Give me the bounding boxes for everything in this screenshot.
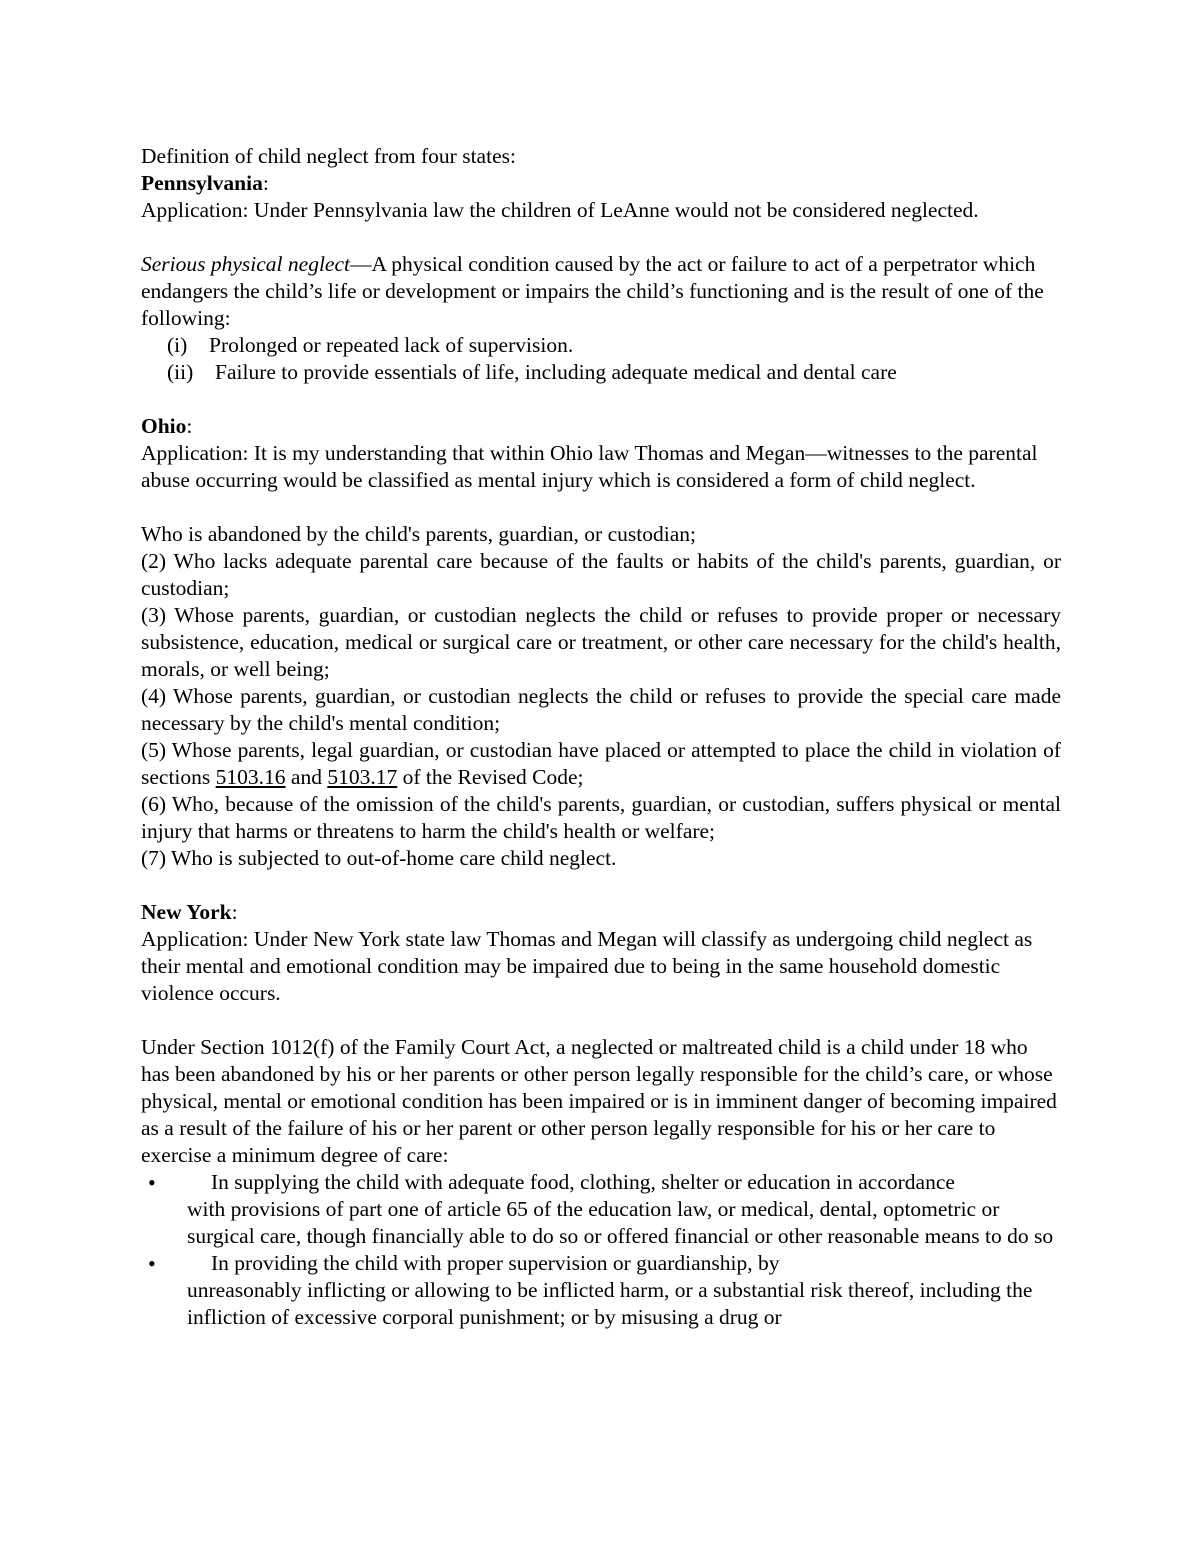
section-link-5103-16[interactable]: 5103.16 xyxy=(215,765,286,789)
bullet-icon: • xyxy=(148,1251,156,1276)
list-item: (2) Who lacks adequate parental care because of the faults or habits of the child's parents, guardian, or custodian; xyxy=(141,549,1061,600)
document-body xyxy=(141,143,1061,1331)
list-item: (4) Whose parents, guardian, or custodian neglects the child or refuses to provide the special care made necessary by the child's mental condition; xyxy=(141,684,1061,735)
list-item: (5) Whose parents, legal guardian, or custodian have placed or attempted to place the child in violation of sections 5103.16 and 5103.17 of the Revised Code; xyxy=(141,738,1061,789)
section-link-5103-17[interactable]: 5103.17 xyxy=(327,765,398,789)
list-item: (6) Who, because of the omission of the child's parents, guardian, or custodian, suffers physical or mental injury that harms or threatens to harm the child's health or welfare; xyxy=(141,792,1061,843)
newyork-heading: New York xyxy=(141,900,232,924)
pennsylvania-definition xyxy=(141,251,1061,332)
newyork-application: Application: Under New York state law Thomas and Megan will classify as undergoing child neglect as their mental and emotional condition may be impaired due to being in the same household domestic violence occurs. xyxy=(141,927,1033,1005)
list-item: • In providing the child with proper supervision or guardianship, by unreasonably inflicting or allowing to be inflicted harm, or a substantial risk thereof, including the infliction of excessive corporal punishment; or by misusing a drug or xyxy=(141,1250,1061,1331)
definition-term: Serious physical neglect xyxy=(141,252,350,276)
list-item: (7) Who is subjected to out-of-home care child neglect. xyxy=(141,846,617,870)
definition-text: —A physical condition caused by the act or failure to act of a perpetrator which endangers the child’s life or development or impairs the child’s functioning and is the result of one of the following: xyxy=(141,252,1044,330)
list-item: (ii) Failure to provide essentials of life, including adequate medical and dental care xyxy=(167,360,897,384)
pennsylvania-application: Application: Under Pennsylvania law the children of LeAnne would not be considered neglected. xyxy=(141,198,979,222)
bullet-icon: • xyxy=(148,1170,156,1195)
ohio-application: Application: It is my understanding that within Ohio law Thomas and Megan—witnesses to the parental abuse occurring would be classified as mental injury which is considered a form of child neglect. xyxy=(141,441,1038,492)
document-title: Definition of child neglect from four states: xyxy=(141,144,516,168)
ohio-heading-line: Ohio: xyxy=(141,414,193,438)
list-item: (i) Prolonged or repeated lack of supervision. xyxy=(167,333,574,357)
pennsylvania-heading-line: Pennsylvania: xyxy=(141,171,269,195)
pennsylvania-heading: Pennsylvania xyxy=(141,171,263,195)
newyork-section-text: Under Section 1012(f) of the Family Court Act, a neglected or maltreated child is a child under 18 who has been abandoned by his or her parents or other person legally responsible for the child’s care, or whose physical, mental or emotional condition has been impaired or is in imminent danger of becoming impaired as a result of the failure of his or her parent or other person legally responsible for his or her care to exercise a minimum degree of care: xyxy=(141,1035,1057,1167)
ohio-heading: Ohio xyxy=(141,414,187,438)
list-item: Who is abandoned by the child's parents, guardian, or custodian; xyxy=(141,522,696,546)
list-item: (3) Whose parents, guardian, or custodian neglects the child or refuses to provide proper or necessary subsistence, education, medical or surgical care or treatment, or other care necessary for the child's health, morals, or well being; xyxy=(141,603,1061,681)
newyork-heading-line: New York: xyxy=(141,900,238,924)
list-item: • In supplying the child with adequate food, clothing, shelter or education in accordance with provisions of part one of article 65 of the education law, or medical, dental, optometric or surgical care, though financially able to do so or offered financial or other reasonable means to do so xyxy=(141,1169,1061,1250)
